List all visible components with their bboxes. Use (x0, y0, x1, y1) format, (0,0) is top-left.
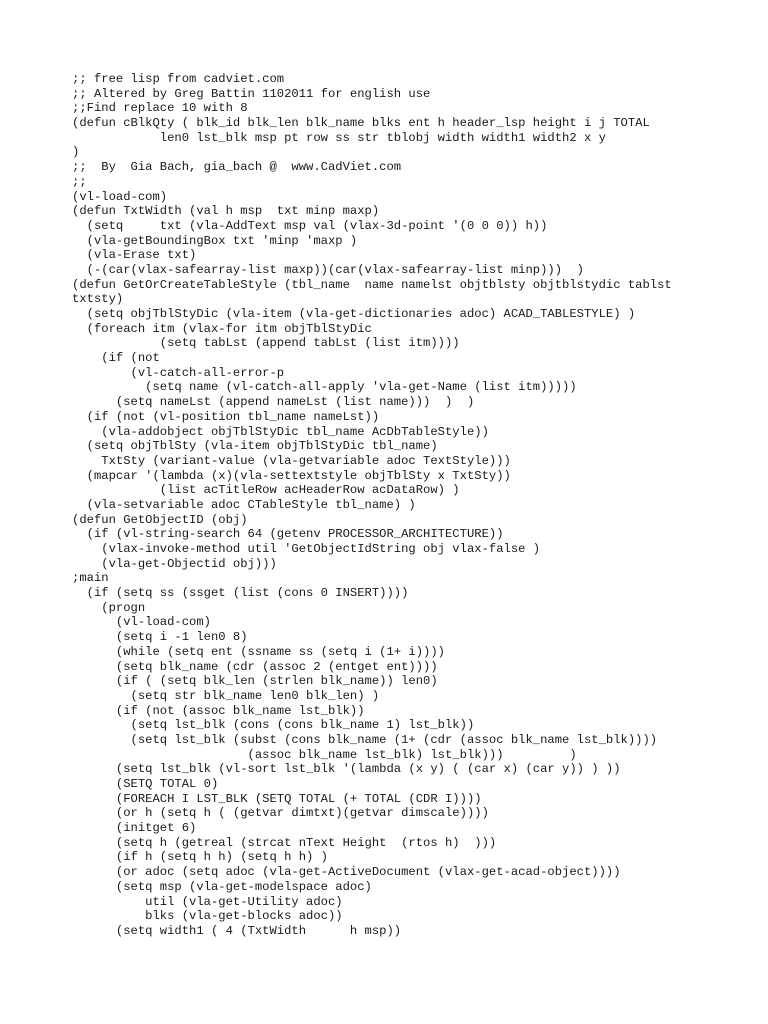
code-line: (or adoc (setq adoc (vla-get-ActiveDocument (vlax-get-acad-object)))) (72, 865, 621, 880)
code-line: (setq msp (vla-get-modelspace adoc) (72, 879, 372, 894)
code-line: (vlax-invoke-method util 'GetObjectIdString obj vlax-false ) (72, 542, 541, 556)
code-line: (if h (setq h h) (setq h h) ) (72, 850, 328, 865)
code-line: (setq tabLst (append tabLst (list itm)))) (72, 336, 460, 351)
code-line: (-(car(vlax-safearray-list maxp))(car(vlax-safearray-list minp))) ) (72, 262, 584, 277)
code-line: blks (vla-get-blocks adoc)) (72, 909, 343, 924)
code-line: (defun GetObjectID (obj) (72, 512, 248, 527)
code-line: (setq h (getreal (strcat nText Height (rtos h) ))) (72, 835, 497, 850)
code-line: (setq lst_blk (subst (cons blk_name (1+ (cdr (assoc blk_name lst_blk)))) (72, 732, 658, 747)
code-line: ;main (72, 571, 109, 586)
code-line: (vl-load-com) (72, 615, 211, 630)
code-line: (setq objTblStyDic (vla-item (vla-get-dictionaries adoc) ACAD_TABLESTYLE) ) (72, 307, 636, 321)
code-line: (setq i -1 len0 8) (72, 630, 248, 645)
code-line: (list acTitleRow acHeaderRow acDataRow) ) (72, 483, 460, 498)
code-line: (vla-getBoundingBox txt 'minp 'maxp ) (72, 233, 358, 248)
code-line: (setq nameLst (append nameLst (list name))) ) ) (72, 395, 475, 410)
code-line: (SETQ TOTAL 0) (72, 777, 219, 791)
code-line: (vla-setvariable adoc CTableStyle tbl_name) ) (72, 497, 416, 512)
code-line: (FOREACH I LST_BLK (SETQ TOTAL (+ TOTAL (CDR I)))) (72, 791, 482, 806)
code-line: len0 lst_blk msp pt row ss str tblobj width width1 width2 x y (72, 130, 606, 145)
lisp-code-block (72, 72, 762, 939)
code-line: txtsty) (72, 292, 124, 307)
code-line: (if ( (setq blk_len (strlen blk_name)) len0) (72, 674, 438, 689)
code-line: (if (not (vl-position tbl_name nameLst)) (72, 409, 380, 424)
code-line: (initget 6) (72, 821, 197, 836)
code-line: (setq lst_blk (vl-sort lst_blk '(lambda (x y) ( (car x) (car y)) ) )) (72, 762, 621, 777)
code-line: (foreach itm (vlax-for itm objTblStyDic (72, 321, 372, 336)
code-line: (if (not (assoc blk_name lst_blk)) (72, 703, 365, 718)
code-line: (defun GetOrCreateTableStyle (tbl_name name namelst objtblsty objtblstydic tablst (72, 277, 672, 292)
code-line: ;; (72, 174, 87, 189)
code-line: ;; free lisp from cadviet.com (72, 72, 285, 86)
code-line: (defun cBlkQty ( blk_id blk_len blk_name blks ent h header_lsp height i j TOTAL (72, 116, 650, 131)
code-line: (vla-Erase txt) (72, 248, 197, 263)
code-line: (vla-get-Objectid obj))) (72, 556, 277, 571)
code-line: (setq txt (vla-AddText msp val (vlax-3d-point '(0 0 0)) h)) (72, 218, 548, 233)
code-line: (vl-catch-all-error-p (72, 365, 285, 380)
code-line: (setq lst_blk (cons (cons blk_name 1) lst_blk)) (72, 718, 475, 733)
code-line: ) (72, 145, 80, 160)
code-line: (setq name (vl-catch-all-apply 'vla-get-Name (list itm))))) (72, 380, 577, 395)
code-line: (vla-addobject objTblStyDic tbl_name AcDbTableStyle)) (72, 424, 489, 439)
code-line: (setq str blk_name len0 blk_len) ) (72, 688, 380, 703)
code-line: (defun TxtWidth (val h msp txt minp maxp) (72, 204, 380, 219)
code-line: (or h (setq h ( (getvar dimtxt)(getvar dimscale)))) (72, 806, 489, 821)
code-line: (progn (72, 600, 146, 615)
code-line: (if (not (72, 351, 160, 366)
code-line: ;;Find replace 10 with 8 (72, 101, 248, 116)
code-line: (if (setq ss (ssget (list (cons 0 INSERT)))) (72, 586, 409, 601)
code-line: (setq objTblSty (vla-item objTblStyDic tbl_name) (72, 439, 438, 454)
code-line: (mapcar '(lambda (x)(vla-settextstyle objTblSty x TxtSty)) (72, 468, 511, 483)
code-line: util (vla-get-Utility adoc) (72, 894, 343, 909)
code-line: ;; Altered by Greg Battin 1102011 for english use (72, 86, 431, 101)
code-line: (if (vl-string-search 64 (getenv PROCESSOR_ARCHITECTURE)) (72, 527, 504, 542)
document-page (72, 72, 762, 939)
code-line: (vl-load-com) (72, 189, 168, 204)
code-line: ;; By Gia Bach, gia_bach @ www.CadViet.com (72, 160, 402, 175)
code-line: (setq width1 ( 4 (TxtWidth h msp)) (72, 923, 402, 938)
code-line: (while (setq ent (ssname ss (setq i (1+ i)))) (72, 644, 445, 659)
code-line: TxtSty (variant-value (vla-getvariable adoc TextStyle))) (72, 453, 511, 468)
code-line: (setq blk_name (cdr (assoc 2 (entget ent)))) (72, 659, 438, 674)
code-line: (assoc blk_name lst_blk) lst_blk))) ) (72, 747, 577, 762)
